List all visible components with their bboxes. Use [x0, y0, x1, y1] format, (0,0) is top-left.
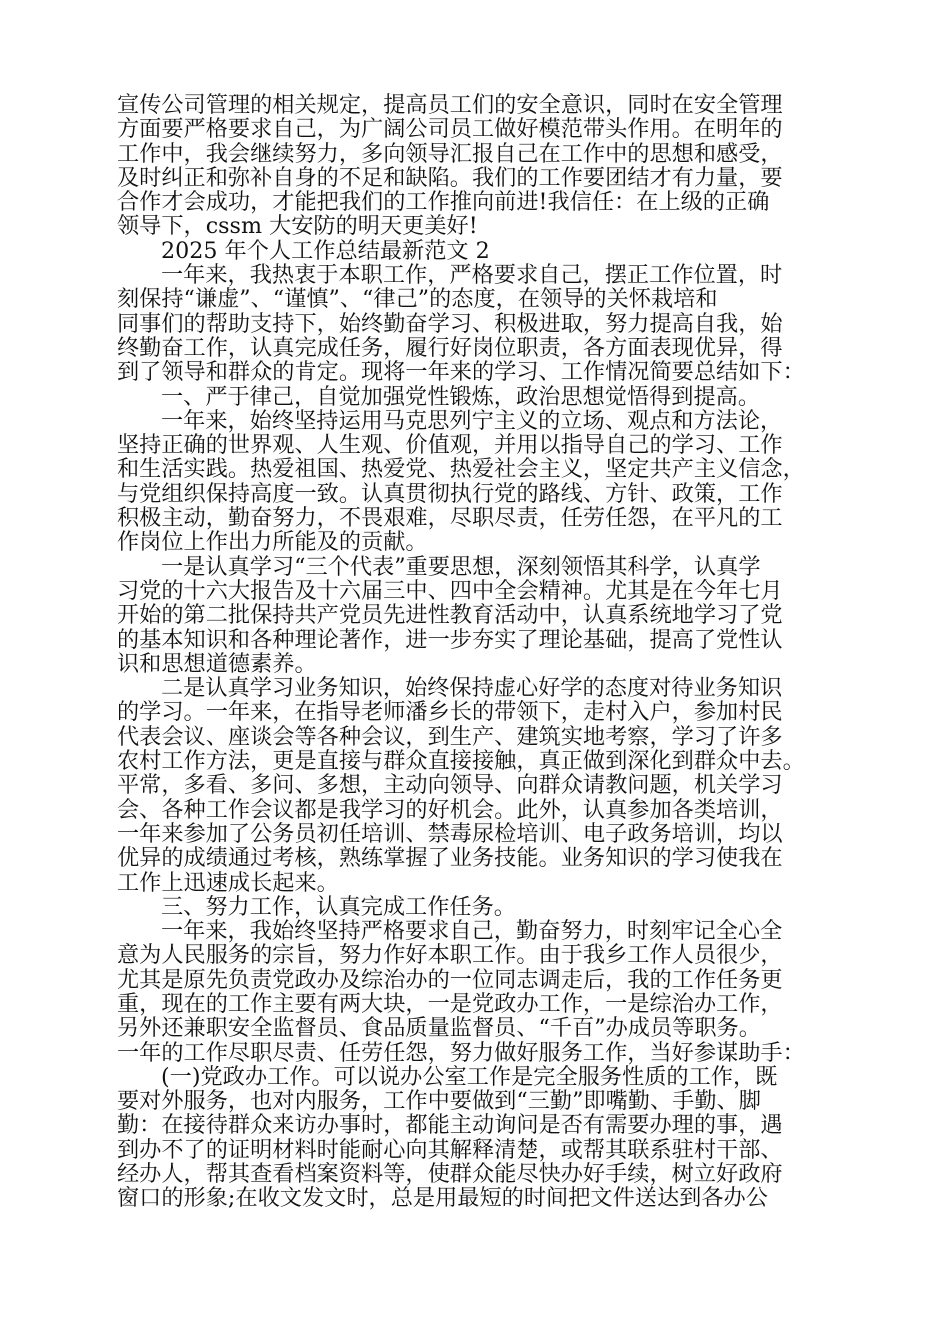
paragraph [117, 263, 837, 384]
text-line: 一、严于律己，自觉加强党性锻炼，政治思想觉悟得到提高。 [161, 383, 761, 410]
text-line: 一是认真学习“三个代表”重要思想，深刻领悟其科学，认真学 [161, 553, 761, 580]
text-line: (一)党政办工作。可以说办公室工作是完全服务性质的工作，既 [161, 1063, 778, 1090]
text-line: 三、努力工作，认真完成工作任务。 [161, 893, 516, 920]
text-line: 优异的成绩通过考核，熟练掌握了业务技能。业务知识的学习使我在 [117, 845, 783, 872]
text-line: 识和思想道德素养。 [117, 650, 317, 677]
text-line: 会、各种工作会议都是我学习的好机会。此外，认真参加各类培训， [117, 796, 783, 823]
text-line: 的基本知识和各种理论著作，进一步夯实了理论基础，提高了党性认 [117, 626, 783, 653]
text-line: 坚持正确的世界观、人生观、价值观，并用以指导自己的学习、工作 [117, 432, 783, 459]
text-line: 刻保持“谦虚”、“谨慎”、“律己”的态度，在领导的关怀栽培和 [117, 286, 718, 313]
paragraph [117, 409, 837, 555]
text-line: 作岗位上作出力所能及的贡献。 [117, 529, 428, 556]
text-line: 和生活实践。热爱祖国、热爱党、热爱社会主义，坚定共产主义信念， [117, 456, 805, 483]
text-line: 2025 年个人工作总结最新范文 2 [161, 237, 490, 264]
text-line: 窗口的形象;在收文发文时，总是用最短的时间把文件送达到各办公 [117, 1185, 768, 1212]
text-line: 到了领导和群众的肯定。现将一年来的学习、工作情况简要总结如下： [117, 359, 805, 386]
paragraph [117, 555, 837, 676]
document-body [117, 93, 837, 1211]
text-line: 意为人民服务的宗旨，努力作好本职工作。由于我乡工作人员很少， [117, 942, 783, 969]
text-line: 方面要严格要求自己，为广阔公司员工做好模范带头作用。在明年的 [117, 116, 783, 143]
text-line: 开始的第二批保持共产党员先进性教育活动中，认真系统地学习了党 [117, 602, 783, 629]
text-line: 一年来，我热衷于本职工作，严格要求自己，摆正工作位置，时 [161, 262, 783, 289]
text-line: 农村工作方法，更是直接与群众直接接触，真正做到深化到群众中去。 [117, 748, 805, 775]
text-line: 尤其是原先负责党政办及综治办的一位同志调走后，我的工作任务更 [117, 966, 783, 993]
text-line: 积极主动，勤奋努力，不畏艰难，尽职尽责，任劳任怨，在平凡的工 [117, 505, 783, 532]
text-line: 一年来，我始终坚持严格要求自己，勤奋努力，时刻牢记全心全 [161, 918, 783, 945]
paragraph [117, 385, 837, 409]
paragraph [117, 1065, 837, 1211]
text-line: 到办不了的证明材料时能耐心向其解释清楚，或帮其联系驻村干部、 [117, 1136, 783, 1163]
text-line: 平常，多看、多问、多想，主动向领导、向群众请教问题，机关学习 [117, 772, 783, 799]
paragraph [117, 895, 837, 919]
text-line: 一年的工作尽职尽责、任劳任怨，努力做好服务工作，当好参谋助手： [117, 1039, 805, 1066]
paragraph [117, 919, 837, 1065]
text-line: 重，现在的工作主要有两大块，一是党政办工作，一是综治办工作， [117, 990, 783, 1017]
text-line: 二是认真学习业务知识，始终保持虚心好学的态度对待业务知识 [161, 675, 783, 702]
paragraph [117, 239, 837, 263]
text-line: 习党的十六大报告及十六届三中、四中全会精神。尤其是在今年七月 [117, 577, 783, 604]
text-line: 工作上迅速成长起来。 [117, 869, 339, 896]
text-line: 及时纠正和弥补自身的不足和缺陷。我们的工作要团结才有力量，要 [117, 164, 783, 191]
paragraph [117, 93, 837, 239]
text-line: 一年来，始终坚持运用马克思列宁主义的立场、观点和方法论， [161, 407, 783, 434]
text-line: 一年来参加了公务员初任培训、禁毒尿检培训、电子政务培训，均以 [117, 820, 783, 847]
text-line: 同事们的帮助支持下，始终勤奋学习、积极进取，努力提高自我，始 [117, 310, 783, 337]
text-line: 代表会议、座谈会等各种会议，到生产、建筑实地考察，学习了许多 [117, 723, 783, 750]
text-line: 工作中，我会继续努力，多向领导汇报自己在工作中的思想和感受， [117, 140, 783, 167]
text-line: 另外还兼职安全监督员、食品质量监督员、“千百”办成员等职务。 [117, 1015, 761, 1042]
text-line: 合作才会成功，才能把我们的工作推向前进!我信任：在上级的正确 [117, 189, 770, 216]
text-line: 的学习。一年来，在指导老师潘乡长的带领下，走村入户，参加村民 [117, 699, 783, 726]
text-line: 终勤奋工作，认真完成任务，履行好岗位职责，各方面表现优异，得 [117, 334, 783, 361]
text-line: 经办人，帮其查看档案资料等，使群众能尽快办好手续，树立好政府 [117, 1161, 783, 1188]
text-line: 要对外服务，也对内服务，工作中要做到“三勤”即嘴勤、手勤、脚 [117, 1088, 761, 1115]
text-line: 勤：在接待群众来访办事时，都能主动询问是否有需要办理的事，遇 [117, 1112, 783, 1139]
paragraph [117, 676, 837, 895]
text-line: 与党组织保持高度一致。认真贯彻执行党的路线、方针、政策，工作 [117, 480, 783, 507]
text-line: 宣传公司管理的相关规定，提高员工们的安全意识，同时在安全管理 [117, 92, 783, 118]
text-line: 领导下，cssm 大安防的明天更美好! [117, 213, 478, 240]
